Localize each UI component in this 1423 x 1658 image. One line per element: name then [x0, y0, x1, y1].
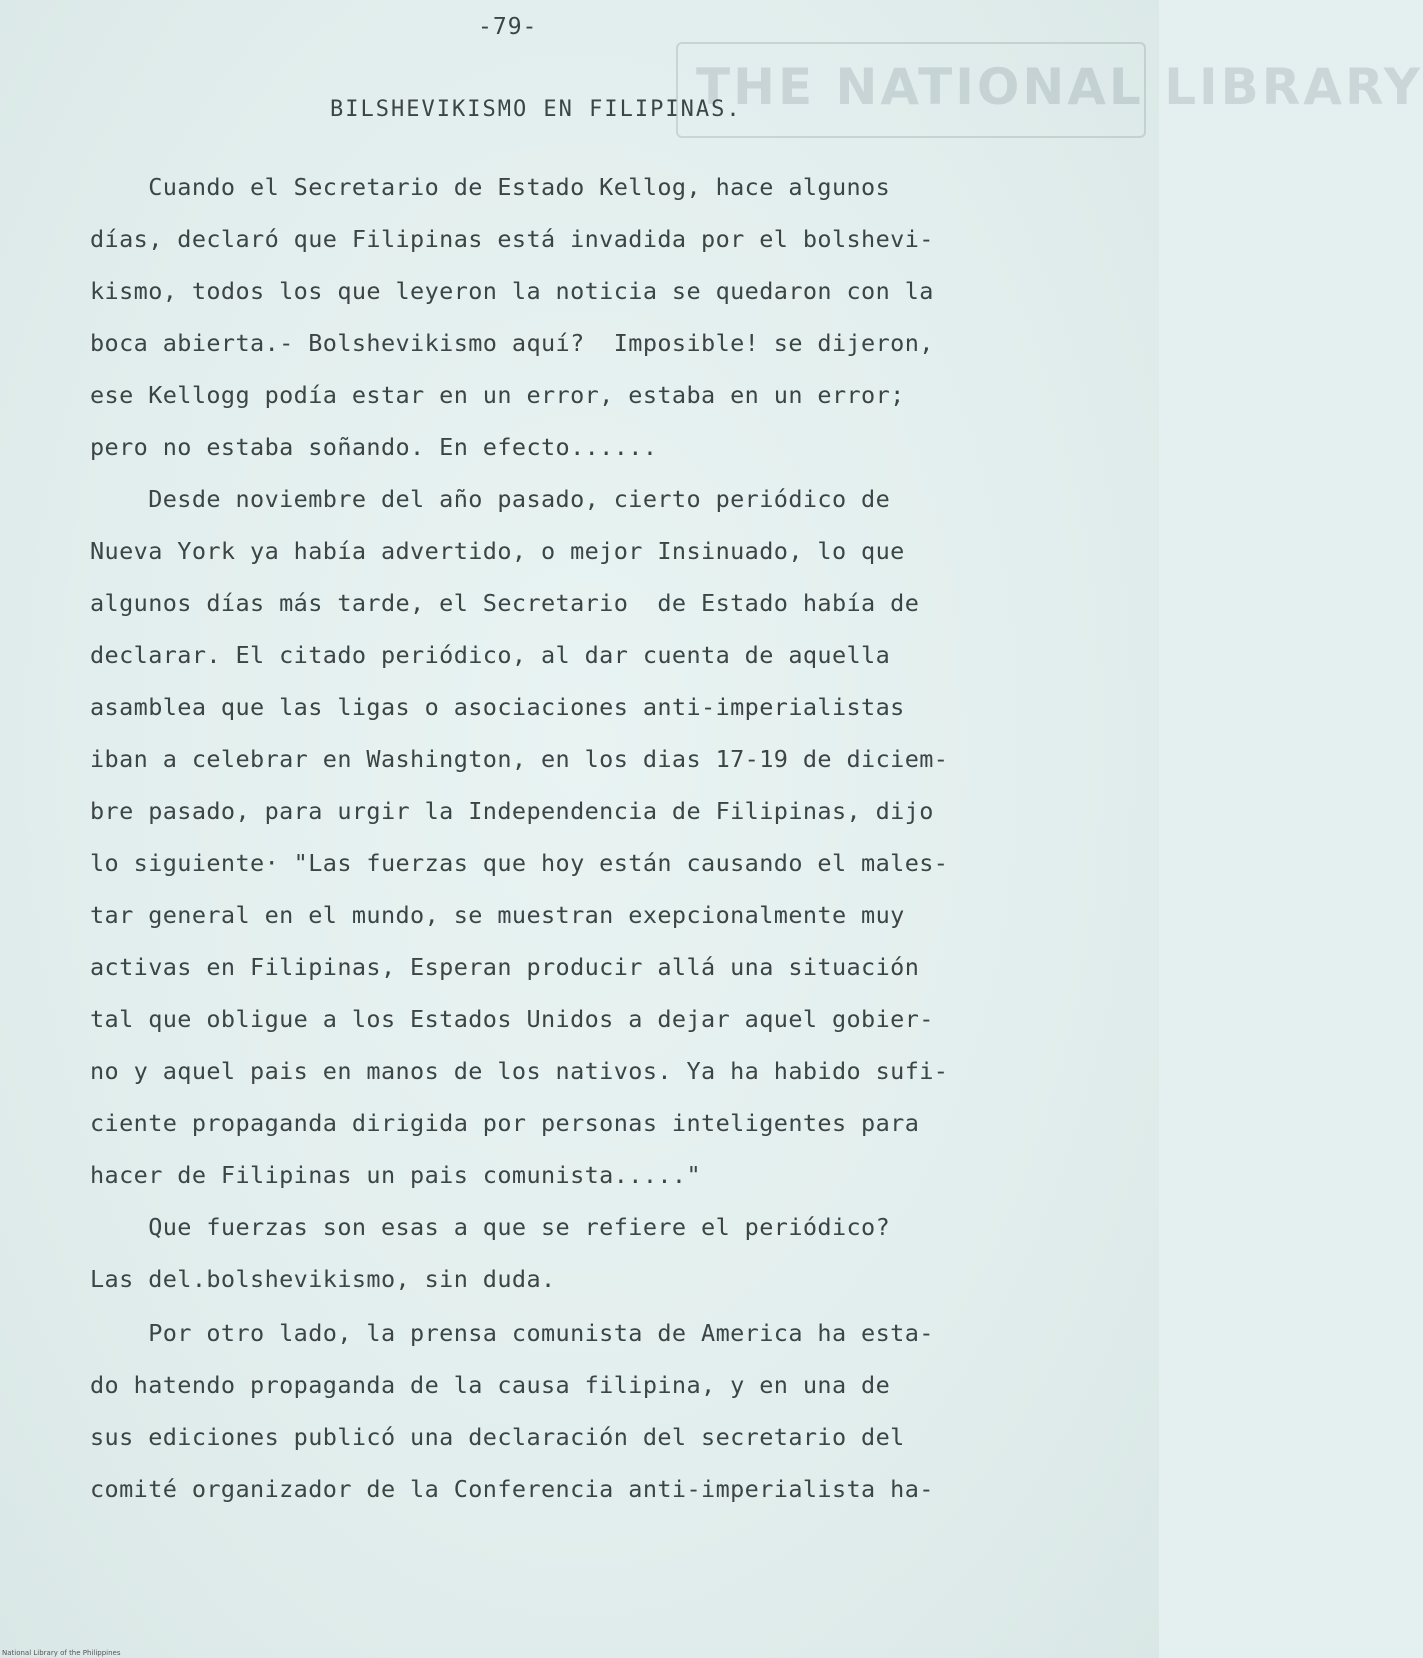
text-line: hacer de Filipinas un pais comunista.....": [90, 1161, 702, 1189]
text-line: boca abierta.- Bolshevikismo aquí? Imposible! se dijeron,: [90, 329, 934, 357]
text-line: días, declaró que Filipinas está invadida por el bolshevi-: [90, 225, 934, 253]
text-line: algunos días más tarde, el Secretario de Estado había de: [90, 589, 920, 617]
text-line: pero no estaba soñando. En efecto......: [90, 433, 658, 461]
text-line: Que fuerzas son esas a que se refiere el periódico?: [90, 1213, 891, 1241]
text-line: Las del.bolshevikismo, sin duda.: [90, 1265, 556, 1293]
text-line: sus ediciones publicó una declaración del secretario del: [90, 1423, 905, 1451]
page-title: BILSHEVIKISMO EN FILIPINAS.: [330, 97, 742, 122]
text-line: bre pasado, para urgir la Independencia de Filipinas, dijo: [90, 797, 934, 825]
text-line: declarar. El citado periódico, al dar cuenta de aquella: [90, 641, 891, 669]
text-line: lo siguiente· "Las fuerzas que hoy están causando el males-: [90, 849, 949, 877]
text-line: tal que obligue a los Estados Unidos a dejar aquel gobier-: [90, 1005, 934, 1033]
text-line: Desde noviembre del año pasado, cierto periódico de: [90, 485, 891, 513]
page-number: -79-: [478, 14, 538, 40]
text-line: ciente propaganda dirigida por personas inteligentes para: [90, 1109, 920, 1137]
text-line: Por otro lado, la prensa comunista de America ha esta-: [90, 1319, 934, 1347]
text-line: iban a celebrar en Washington, en los dias 17-19 de diciem-: [90, 745, 949, 773]
text-line: ese Kellogg podía estar en un error, estaba en un error;: [90, 381, 905, 409]
text-line: Nueva York ya había advertido, o mejor Insinuado, lo que: [90, 537, 905, 565]
text-line: tar general en el mundo, se muestran exepcionalmente muy: [90, 901, 905, 929]
text-line: kismo, todos los que leyeron la noticia se quedaron con la: [90, 277, 934, 305]
footer-credit: National Library of the Philippines: [2, 1649, 121, 1657]
text-line: no y aquel pais en manos de los nativos. Ya ha habido sufi-: [90, 1057, 949, 1085]
library-stamp-text: THE NATIONAL LIBRARY: [696, 58, 1423, 116]
text-line: activas en Filipinas, Esperan producir allá una situación: [90, 953, 920, 981]
text-line: comité organizador de la Conferencia anti-imperialista ha-: [90, 1475, 934, 1503]
text-line: Cuando el Secretario de Estado Kellog, hace algunos: [90, 173, 891, 201]
text-line: asamblea que las ligas o asociaciones anti-imperialistas: [90, 693, 905, 721]
library-stamp: [676, 42, 1423, 138]
text-line: do hatendo propaganda de la causa filipina, y en una de: [90, 1371, 891, 1399]
